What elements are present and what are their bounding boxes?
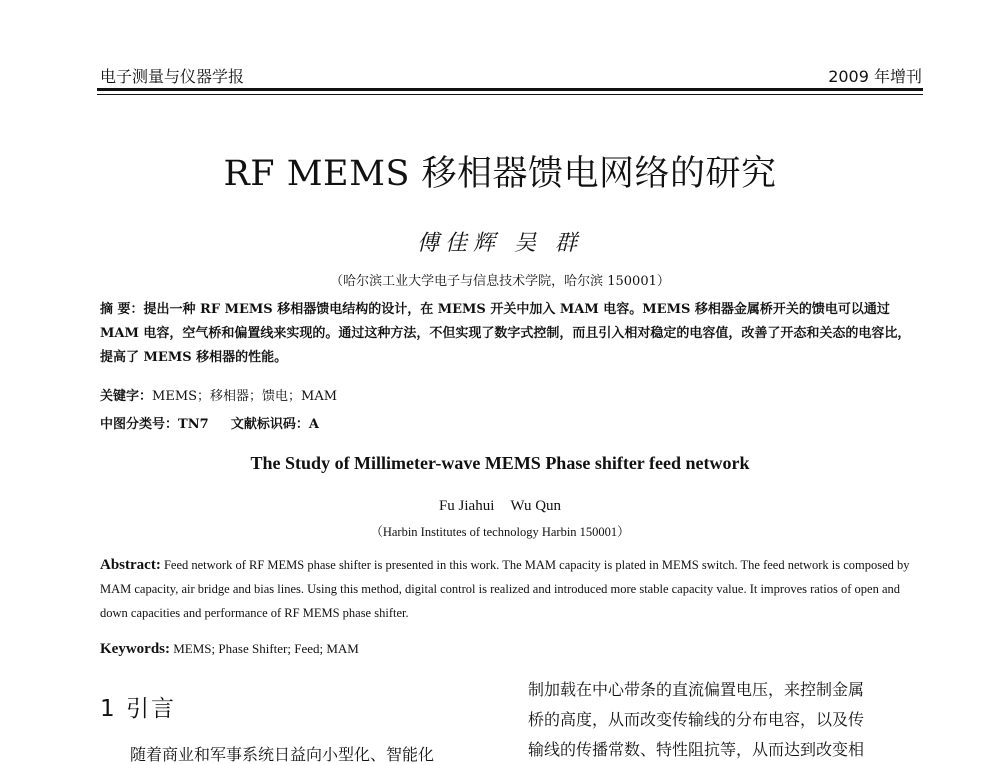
- header-rule-thick: [97, 88, 923, 91]
- classification-label-cn: 中图分类号：: [100, 417, 179, 432]
- paper-title-cn: RF MEMS 移相器馈电网络的研究: [223, 154, 777, 194]
- keywords-text-en: MEMS; Phase Shifter; Feed; MAM: [173, 641, 359, 656]
- paper-title-en: The Study of Millimeter-wave MEMS Phase shifter feed network: [250, 453, 750, 473]
- affiliation-en: （Harbin Institutes of technology Harbin 150001）: [370, 525, 630, 539]
- body-text-right: [528, 675, 923, 765]
- abstract-text-cn: 提出一种 RF MEMS 移相器馈电结构的设计，在 MEMS 开关中加入 MAM 电容。MEMS 移相器金属桥开关的馈电可以通过 MAM 电容，空气桥和偏置线来实现的。通过这种方法，不但实现了数字式控制，而且引入相对稳定的电容值，改善了开态和关态的电容比，提高了 MEMS 移相器的性能。: [100, 302, 911, 365]
- body-line: 制加载在中心带条的直流偏置电压，来控制金属: [528, 680, 865, 699]
- abstract-label-en: Abstract:: [100, 557, 161, 573]
- abstract-cn: [100, 298, 922, 370]
- classification-cn: [100, 413, 319, 432]
- classification-value-cn: TN7: [178, 417, 209, 432]
- body-line: 桥的高度，从而改变传输线的分布电容，以及传: [528, 710, 865, 729]
- body-line: 输线的传播常数、特性阻抗等，从而达到改变相: [528, 740, 865, 759]
- doc-code-value-cn: A: [308, 417, 320, 432]
- authors-en: [0, 498, 1000, 515]
- affiliation-cn: （哈尔滨工业大学电子与信息技术学院，哈尔滨 150001）: [330, 274, 670, 289]
- keywords-text-cn: MEMS；移相器；馈电；MAM: [152, 389, 338, 404]
- authors-cn: 傅佳辉 吴 群: [417, 231, 583, 256]
- abstract-text-en: Feed network of RF MEMS phase shifter is presented in this work. The MAM capacity is plated in MEMS switch. The feed network is composed by MAM capacity, air bridge and bias lines. Using this method, digital control is realized and introduced more stable capacity value. It improves ratios of open and down capacities and performance of RF MEMS phase shifter.: [100, 558, 910, 620]
- keywords-cn: [100, 385, 337, 404]
- author-en-2: Wu Qun: [510, 498, 562, 514]
- keywords-label-cn: 关键字：: [100, 389, 153, 404]
- header-rule-thin: [97, 94, 923, 95]
- abstract-label-cn: 摘 要：: [100, 302, 144, 317]
- doc-code-label-cn: 文献标识码：: [230, 417, 309, 432]
- author-en-1: Fu Jiahui: [438, 498, 495, 514]
- issue-label: 2009 年增刊: [828, 67, 922, 86]
- journal-name: 电子测量与仪器学报: [100, 67, 245, 86]
- keywords-label-en: Keywords:: [100, 641, 170, 657]
- keywords-en: [100, 641, 359, 658]
- body-text-left: 随着商业和军事系统日益向小型化、智能化: [130, 745, 435, 764]
- section-heading: 1 引言: [100, 696, 176, 722]
- abstract-en: [100, 553, 922, 625]
